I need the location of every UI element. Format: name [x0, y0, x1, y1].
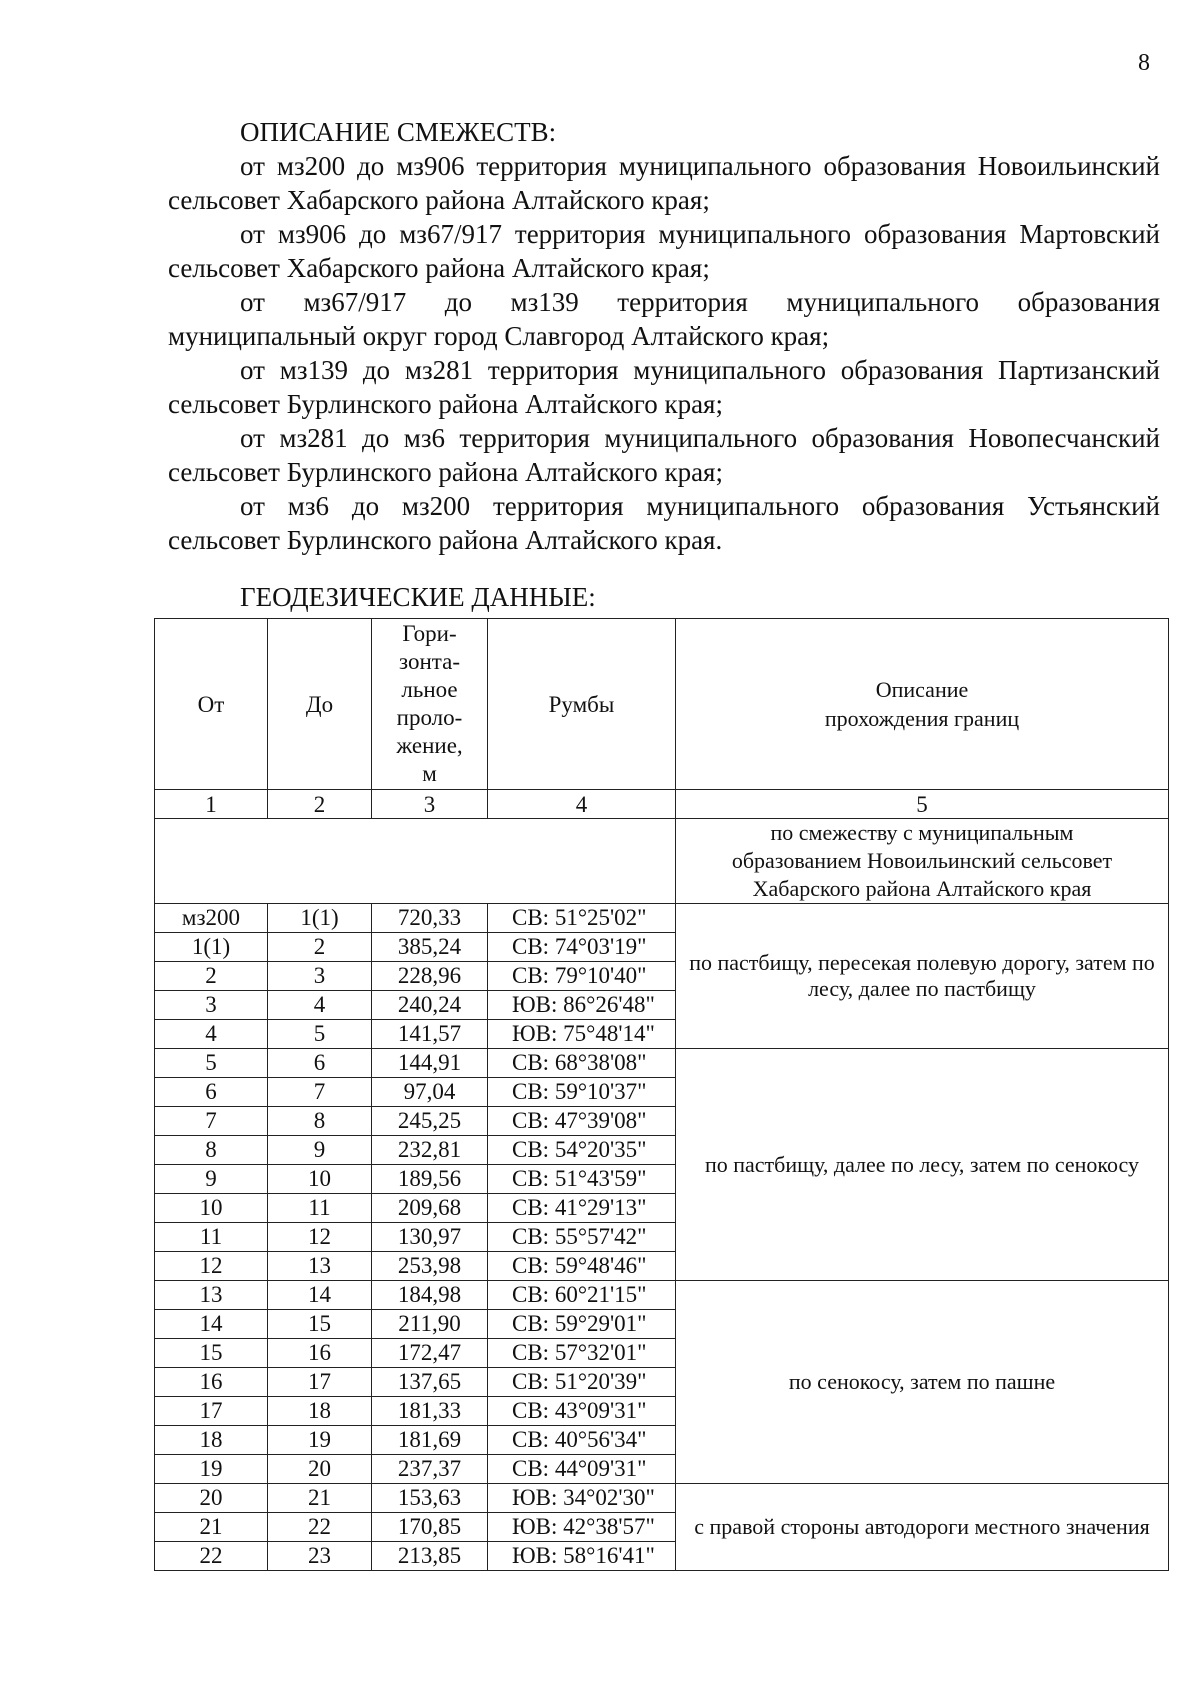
from-cell: 5 — [155, 1049, 268, 1078]
distance-cell: 153,63 — [372, 1484, 488, 1513]
bearing-cell: СВ: 51°20'39" — [488, 1368, 676, 1397]
header-distance — [372, 619, 488, 790]
column-number: 2 — [268, 790, 372, 819]
band-empty-cell — [155, 819, 676, 904]
column-number: 5 — [676, 790, 1169, 819]
to-cell: 11 — [268, 1194, 372, 1223]
from-cell: 8 — [155, 1136, 268, 1165]
bearing-cell: СВ: 51°43'59" — [488, 1165, 676, 1194]
distance-cell: 228,96 — [372, 962, 488, 991]
adjacency-section — [168, 115, 1160, 557]
bearing-cell: СВ: 60°21'15" — [488, 1281, 676, 1310]
column-number: 1 — [155, 790, 268, 819]
to-cell: 10 — [268, 1165, 372, 1194]
bearing-cell: СВ: 59°10'37" — [488, 1078, 676, 1107]
header-description — [676, 619, 1169, 790]
header-distance-line: м — [422, 761, 437, 786]
from-cell: 14 — [155, 1310, 268, 1339]
band-description — [676, 819, 1169, 904]
from-cell: 2 — [155, 962, 268, 991]
table-row — [155, 1049, 1169, 1078]
from-cell: 21 — [155, 1513, 268, 1542]
geodesic-table — [154, 618, 1169, 1571]
to-cell: 6 — [268, 1049, 372, 1078]
bearing-cell: СВ: 47°39'08" — [488, 1107, 676, 1136]
to-cell: 22 — [268, 1513, 372, 1542]
to-cell: 9 — [268, 1136, 372, 1165]
from-cell: 4 — [155, 1020, 268, 1049]
distance-cell: 181,69 — [372, 1426, 488, 1455]
bearing-cell: СВ: 59°29'01" — [488, 1310, 676, 1339]
from-cell: 16 — [155, 1368, 268, 1397]
bearing-cell: ЮВ: 86°26'48" — [488, 991, 676, 1020]
distance-cell: 184,98 — [372, 1281, 488, 1310]
to-cell: 4 — [268, 991, 372, 1020]
from-cell: 6 — [155, 1078, 268, 1107]
distance-cell: 211,90 — [372, 1310, 488, 1339]
to-cell: 15 — [268, 1310, 372, 1339]
boundary-description-cell: по сенокосу, затем по пашне — [676, 1281, 1169, 1484]
from-cell: 11 — [155, 1223, 268, 1252]
table-row — [155, 1484, 1169, 1513]
distance-cell: 170,85 — [372, 1513, 488, 1542]
distance-cell: 232,81 — [372, 1136, 488, 1165]
header-distance-line: проло- — [396, 705, 463, 730]
bearing-cell: СВ: 57°32'01" — [488, 1339, 676, 1368]
bearing-cell: СВ: 59°48'46" — [488, 1252, 676, 1281]
distance-cell: 237,37 — [372, 1455, 488, 1484]
from-cell: 18 — [155, 1426, 268, 1455]
distance-cell: 240,24 — [372, 991, 488, 1020]
table-row — [155, 904, 1169, 933]
bearing-cell: СВ: 51°25'02" — [488, 904, 676, 933]
adjacency-item: от мз139 до мз281 территория муниципального образования Партизанский сельсовет Бурлинского района Алтайского края; — [168, 355, 1160, 419]
band-line: по смежеству с муниципальным — [770, 820, 1074, 845]
from-cell: 15 — [155, 1339, 268, 1368]
bearing-cell: СВ: 68°38'08" — [488, 1049, 676, 1078]
column-number-row — [155, 790, 1169, 819]
adjacency-item: от мз281 до мз6 территория муниципального образования Новопесчанский сельсовет Бурлинского района Алтайского края; — [168, 423, 1160, 487]
bearing-cell: СВ: 43°09'31" — [488, 1397, 676, 1426]
distance-cell: 213,85 — [372, 1542, 488, 1571]
column-number: 3 — [372, 790, 488, 819]
to-cell: 19 — [268, 1426, 372, 1455]
to-cell: 3 — [268, 962, 372, 991]
to-cell: 14 — [268, 1281, 372, 1310]
distance-cell: 141,57 — [372, 1020, 488, 1049]
bearing-cell: СВ: 54°20'35" — [488, 1136, 676, 1165]
distance-cell: 137,65 — [372, 1368, 488, 1397]
header-description-line: прохождения границ — [824, 706, 1020, 731]
distance-cell: 172,47 — [372, 1339, 488, 1368]
header-description-line: Описание — [875, 677, 969, 702]
distance-cell: 245,25 — [372, 1107, 488, 1136]
bearing-cell: СВ: 74°03'19" — [488, 933, 676, 962]
table-header-row — [155, 619, 1169, 790]
adjacency-item: от мз6 до мз200 территория муниципального образования Устьянский сельсовет Бурлинского района Алтайского края. — [168, 491, 1160, 555]
distance-cell: 144,91 — [372, 1049, 488, 1078]
to-cell: 8 — [268, 1107, 372, 1136]
from-cell: 12 — [155, 1252, 268, 1281]
from-cell: мз200 — [155, 904, 268, 933]
band-line: Хабарского района Алтайского края — [752, 876, 1092, 901]
distance-cell: 189,56 — [372, 1165, 488, 1194]
header-distance-line: льное — [401, 677, 458, 702]
bearing-cell: СВ: 44°09'31" — [488, 1455, 676, 1484]
boundary-description-cell: по пастбищу, пересекая полевую дорогу, затем по лесу, далее по пастбищу — [676, 904, 1169, 1049]
from-cell: 7 — [155, 1107, 268, 1136]
distance-cell: 209,68 — [372, 1194, 488, 1223]
boundary-description-cell: с правой стороны автодороги местного значения — [676, 1484, 1169, 1571]
from-cell: 13 — [155, 1281, 268, 1310]
header-distance-line: жение, — [396, 733, 463, 758]
adjacency-item: от мз67/917 до мз139 территория муниципального образования муниципальный округ город Славгород Алтайского края; — [168, 287, 1160, 351]
header-bearings: Румбы — [488, 619, 676, 790]
header-distance-line: зонта- — [399, 649, 460, 674]
from-cell: 9 — [155, 1165, 268, 1194]
boundary-description-cell: по пастбищу, далее по лесу, затем по сенокосу — [676, 1049, 1169, 1281]
bearing-cell: СВ: 55°57'42" — [488, 1223, 676, 1252]
distance-cell: 130,97 — [372, 1223, 488, 1252]
table-row — [155, 1281, 1169, 1310]
from-cell: 3 — [155, 991, 268, 1020]
bearing-cell: ЮВ: 75°48'14" — [488, 1020, 676, 1049]
from-cell: 20 — [155, 1484, 268, 1513]
to-cell: 7 — [268, 1078, 372, 1107]
geodesic-heading: ГЕОДЕЗИЧЕСКИЕ ДАННЫЕ: — [240, 582, 596, 612]
bearing-cell: ЮВ: 42°38'57" — [488, 1513, 676, 1542]
from-cell: 17 — [155, 1397, 268, 1426]
adjacency-heading: ОПИСАНИЕ СМЕЖЕСТВ: — [240, 117, 557, 147]
from-cell: 19 — [155, 1455, 268, 1484]
header-from: От — [155, 619, 268, 790]
adjacency-band-row — [155, 819, 1169, 904]
to-cell: 17 — [268, 1368, 372, 1397]
header-to: До — [268, 619, 372, 790]
bearing-cell: СВ: 40°56'34" — [488, 1426, 676, 1455]
adjacency-item: от мз200 до мз906 территория муниципального образования Новоильинский сельсовет Хабарского района Алтайского края; — [168, 151, 1160, 215]
bearing-cell: ЮВ: 58°16'41" — [488, 1542, 676, 1571]
from-cell: 10 — [155, 1194, 268, 1223]
to-cell: 12 — [268, 1223, 372, 1252]
from-cell: 22 — [155, 1542, 268, 1571]
distance-cell: 97,04 — [372, 1078, 488, 1107]
header-distance-line: Гори- — [402, 621, 457, 646]
column-number: 4 — [488, 790, 676, 819]
to-cell: 18 — [268, 1397, 372, 1426]
to-cell: 21 — [268, 1484, 372, 1513]
bearing-cell: ЮВ: 34°02'30" — [488, 1484, 676, 1513]
to-cell: 23 — [268, 1542, 372, 1571]
to-cell: 5 — [268, 1020, 372, 1049]
to-cell: 20 — [268, 1455, 372, 1484]
from-cell: 1(1) — [155, 933, 268, 962]
distance-cell: 181,33 — [372, 1397, 488, 1426]
to-cell: 16 — [268, 1339, 372, 1368]
adjacency-item: от мз906 до мз67/917 территория муниципального образования Мартовский сельсовет Хабарского района Алтайского края; — [168, 219, 1160, 283]
distance-cell: 385,24 — [372, 933, 488, 962]
page-number: 8 — [1138, 50, 1150, 76]
band-line: образованием Новоильинский сельсовет — [731, 848, 1113, 873]
to-cell: 1(1) — [268, 904, 372, 933]
bearing-cell: СВ: 79°10'40" — [488, 962, 676, 991]
distance-cell: 720,33 — [372, 904, 488, 933]
distance-cell: 253,98 — [372, 1252, 488, 1281]
to-cell: 13 — [268, 1252, 372, 1281]
to-cell: 2 — [268, 933, 372, 962]
bearing-cell: СВ: 41°29'13" — [488, 1194, 676, 1223]
